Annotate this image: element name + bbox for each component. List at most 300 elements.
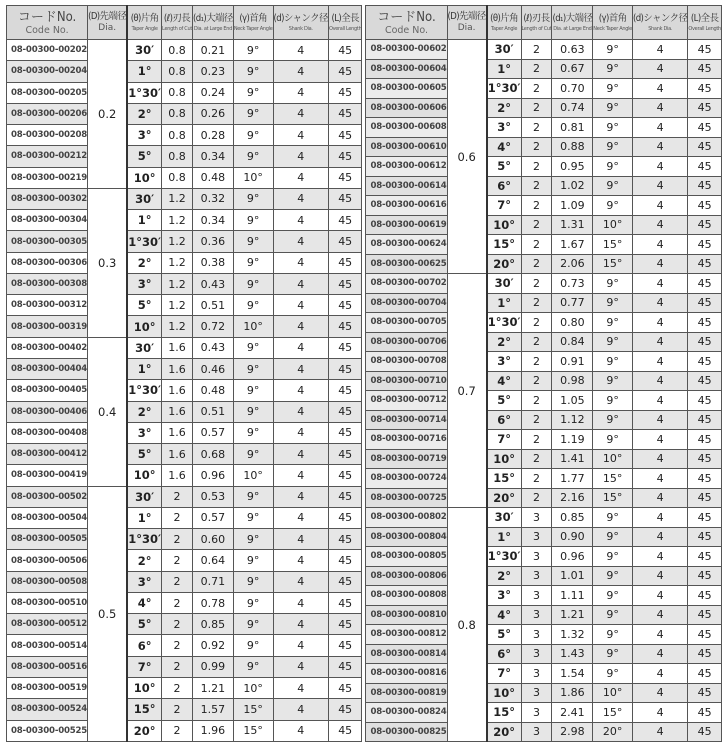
taper-angle-cell: 7°: [487, 430, 521, 450]
header-dia: [447, 6, 487, 40]
neck-taper-angle-cell: 15°: [233, 720, 273, 742]
table-row: [7, 529, 362, 550]
code-cell: 08-00300-00804: [366, 527, 447, 547]
header-overall-length-jp: (L)全長: [331, 12, 359, 24]
large-end-dia-cell: 1.02: [552, 176, 593, 196]
taper-angle-cell: 15°: [487, 235, 521, 255]
code-cell: 08-00300-00604: [366, 59, 447, 79]
table-row: [366, 79, 721, 99]
taper-angle-cell: 6°: [127, 635, 161, 656]
shank-dia-cell: 4: [273, 273, 328, 294]
large-end-dia-cell: 0.34: [193, 210, 234, 231]
header-neck-taper-angle-en: Neck Taper Angle: [593, 25, 632, 32]
overall-length-cell: 45: [328, 295, 362, 316]
code-cell: 08-00300-00302: [7, 188, 88, 209]
length-of-cut-cell: 1.6: [162, 337, 193, 358]
neck-taper-angle-cell: 9°: [233, 231, 273, 252]
overall-length-cell: 45: [688, 332, 722, 352]
shank-dia-cell: 4: [632, 605, 687, 625]
taper-angle-cell: 20°: [487, 488, 521, 508]
neck-taper-angle-cell: 9°: [233, 358, 273, 379]
table-row: [7, 337, 362, 358]
taper-angle-cell: 20°: [487, 254, 521, 274]
code-cell: 08-00300-00525: [7, 720, 88, 742]
length-of-cut-cell: 0.8: [162, 61, 193, 82]
taper-angle-cell: 3°: [487, 586, 521, 606]
neck-taper-angle-cell: 10°: [593, 215, 633, 235]
neck-taper-angle-cell: 9°: [233, 210, 273, 231]
shank-dia-cell: 4: [632, 215, 687, 235]
large-end-dia-cell: 0.70: [552, 79, 593, 99]
large-end-dia-cell: 2.16: [552, 488, 593, 508]
overall-length-cell: 45: [328, 571, 362, 592]
header-shank-dia-en: Shank Dia.: [648, 25, 673, 32]
taper-angle-cell: 6°: [487, 644, 521, 664]
header-shank-dia-jp: (d)シャンク径: [273, 12, 328, 24]
overall-length-cell: 45: [328, 231, 362, 252]
length-of-cut-cell: 1.6: [162, 358, 193, 379]
shank-dia-cell: 4: [273, 337, 328, 358]
overall-length-cell: 45: [688, 586, 722, 606]
table-row: [7, 146, 362, 167]
table-row: [366, 391, 721, 411]
taper-angle-cell: 7°: [487, 664, 521, 684]
overall-length-cell: 45: [328, 422, 362, 443]
shank-dia-cell: 4: [273, 103, 328, 124]
code-cell: 08-00300-00206: [7, 103, 88, 124]
neck-taper-angle-cell: 20°: [593, 722, 633, 742]
neck-taper-angle-cell: 15°: [593, 488, 633, 508]
shank-dia-cell: 4: [273, 529, 328, 550]
dia-cell: 0.3: [88, 188, 128, 337]
large-end-dia-cell: 0.53: [193, 486, 234, 507]
taper-angle-cell: 10°: [127, 316, 161, 337]
header-code-en: Code No.: [384, 24, 429, 36]
length-of-cut-cell: 2: [521, 274, 552, 294]
large-end-dia-cell: 0.73: [552, 274, 593, 294]
dia-cell: 0.8: [447, 508, 487, 742]
neck-taper-angle-cell: 9°: [233, 40, 273, 61]
length-of-cut-cell: 3: [521, 625, 552, 645]
shank-dia-cell: 4: [632, 40, 687, 60]
taper-angle-cell: 4°: [127, 592, 161, 613]
table-row: [366, 254, 721, 274]
length-of-cut-cell: 2: [162, 635, 193, 656]
length-of-cut-cell: 3: [521, 586, 552, 606]
header-large-end-dia: [552, 6, 593, 40]
shank-dia-cell: 4: [632, 644, 687, 664]
length-of-cut-cell: 2: [162, 550, 193, 571]
code-cell: 08-00300-00506: [7, 550, 88, 571]
header-row: [7, 6, 362, 40]
shank-dia-cell: 4: [273, 380, 328, 401]
neck-taper-angle-cell: 9°: [593, 664, 633, 684]
length-of-cut-cell: 2: [162, 571, 193, 592]
table-row: [7, 188, 362, 209]
overall-length-cell: 45: [688, 508, 722, 528]
taper-angle-cell: 15°: [487, 469, 521, 489]
header-dia-jp: (D)先端径: [88, 11, 127, 22]
length-of-cut-cell: 1.2: [162, 252, 193, 273]
code-cell: 08-00300-00612: [366, 157, 447, 177]
shank-dia-cell: 4: [273, 358, 328, 379]
neck-taper-angle-cell: 9°: [233, 82, 273, 103]
table-row: [366, 644, 721, 664]
taper-angle-cell: 5°: [487, 391, 521, 411]
shank-dia-cell: 4: [632, 547, 687, 567]
table-row: [366, 722, 721, 742]
overall-length-cell: 45: [328, 316, 362, 337]
taper-angle-cell: 7°: [127, 656, 161, 677]
code-cell: 08-00300-00802: [366, 508, 447, 528]
length-of-cut-cell: 2: [521, 293, 552, 313]
header-shank-dia-jp: (d)シャンク径: [632, 12, 688, 24]
neck-taper-angle-cell: 15°: [593, 703, 633, 723]
length-of-cut-cell: 2: [162, 507, 193, 528]
shank-dia-cell: 4: [632, 137, 687, 157]
table-row: [7, 252, 362, 273]
table-row: [366, 235, 721, 255]
table-row: [366, 196, 721, 216]
overall-length-cell: 45: [688, 137, 722, 157]
overall-length-cell: 45: [328, 614, 362, 635]
code-cell: 08-00300-00212: [7, 146, 88, 167]
dia-cell: 0.6: [447, 40, 487, 274]
table-row: [7, 614, 362, 635]
overall-length-cell: 45: [328, 167, 362, 188]
length-of-cut-cell: 1.2: [162, 210, 193, 231]
shank-dia-cell: 4: [632, 176, 687, 196]
neck-taper-angle-cell: 9°: [593, 274, 633, 294]
shank-dia-cell: 4: [273, 656, 328, 677]
large-end-dia-cell: 0.68: [193, 444, 234, 465]
neck-taper-angle-cell: 9°: [233, 380, 273, 401]
large-end-dia-cell: 1.86: [552, 683, 593, 703]
code-cell: 08-00300-00202: [7, 40, 88, 61]
code-cell: 08-00300-00725: [366, 488, 447, 508]
overall-length-cell: 45: [688, 274, 722, 294]
length-of-cut-cell: 3: [521, 722, 552, 742]
shank-dia-cell: 4: [632, 293, 687, 313]
neck-taper-angle-cell: 9°: [593, 605, 633, 625]
header-taper-angle: [487, 6, 521, 40]
large-end-dia-cell: 0.96: [552, 547, 593, 567]
length-of-cut-cell: 2: [521, 371, 552, 391]
code-cell: 08-00300-00710: [366, 371, 447, 391]
shank-dia-cell: 4: [632, 664, 687, 684]
length-of-cut-cell: 2: [521, 469, 552, 489]
large-end-dia-cell: 1.05: [552, 391, 593, 411]
large-end-dia-cell: 1.19: [552, 430, 593, 450]
table-row: [7, 295, 362, 316]
code-cell: 08-00300-00702: [366, 274, 447, 294]
taper-angle-cell: 10°: [487, 215, 521, 235]
table-row: [366, 605, 721, 625]
shank-dia-cell: 4: [273, 231, 328, 252]
neck-taper-angle-cell: 9°: [593, 527, 633, 547]
length-of-cut-cell: 2: [521, 391, 552, 411]
shank-dia-cell: 4: [273, 61, 328, 82]
code-cell: 08-00300-00816: [366, 664, 447, 684]
taper-angle-cell: 20°: [487, 722, 521, 742]
large-end-dia-cell: 0.98: [552, 371, 593, 391]
taper-angle-cell: 10°: [127, 167, 161, 188]
large-end-dia-cell: 1.09: [552, 196, 593, 216]
table-row: [7, 316, 362, 337]
neck-taper-angle-cell: 9°: [593, 293, 633, 313]
table-row: [7, 444, 362, 465]
taper-angle-cell: 30′: [127, 486, 161, 507]
shank-dia-cell: 4: [632, 449, 687, 469]
header-taper-angle-jp: (θ)片角: [130, 12, 159, 24]
overall-length-cell: 45: [688, 527, 722, 547]
table-row: [7, 167, 362, 188]
taper-angle-cell: 30′: [487, 40, 521, 60]
table-row: [7, 635, 362, 656]
taper-angle-cell: 5°: [127, 614, 161, 635]
large-end-dia-cell: 0.48: [193, 167, 234, 188]
header-row: [366, 6, 721, 40]
table-row: [366, 449, 721, 469]
neck-taper-angle-cell: 9°: [593, 98, 633, 118]
length-of-cut-cell: 2: [521, 313, 552, 333]
code-cell: 08-00300-00812: [366, 625, 447, 645]
taper-angle-cell: 5°: [127, 146, 161, 167]
taper-angle-cell: 10°: [487, 449, 521, 469]
length-of-cut-cell: 2: [521, 449, 552, 469]
length-of-cut-cell: 1.2: [162, 273, 193, 294]
header-neck-taper-angle-en: Neck Taper Angle: [233, 25, 273, 32]
large-end-dia-cell: 0.51: [193, 401, 234, 422]
neck-taper-angle-cell: 9°: [593, 196, 633, 216]
large-end-dia-cell: 1.54: [552, 664, 593, 684]
neck-taper-angle-cell: 15°: [233, 699, 273, 720]
shank-dia-cell: 4: [273, 571, 328, 592]
header-dia: [88, 6, 128, 40]
large-end-dia-cell: 0.88: [552, 137, 593, 157]
large-end-dia-cell: 1.21: [552, 605, 593, 625]
shank-dia-cell: 4: [632, 254, 687, 274]
shank-dia-cell: 4: [632, 625, 687, 645]
taper-angle-cell: 15°: [127, 699, 161, 720]
large-end-dia-cell: 0.57: [193, 507, 234, 528]
length-of-cut-cell: 2: [521, 40, 552, 60]
header-dia-en: Dia.: [457, 23, 476, 33]
code-cell: 08-00300-00402: [7, 337, 88, 358]
shank-dia-cell: 4: [273, 699, 328, 720]
code-cell: 08-00300-00705: [366, 313, 447, 333]
overall-length-cell: 45: [328, 720, 362, 742]
neck-taper-angle-cell: 9°: [233, 252, 273, 273]
length-of-cut-cell: 3: [521, 683, 552, 703]
length-of-cut-cell: 3: [521, 605, 552, 625]
shank-dia-cell: 4: [273, 401, 328, 422]
table-row: [7, 677, 362, 698]
overall-length-cell: 45: [688, 40, 722, 60]
header-taper-angle: [127, 6, 161, 40]
table-row: [7, 273, 362, 294]
table-body-right: [366, 40, 721, 742]
neck-taper-angle-cell: 9°: [233, 571, 273, 592]
taper-angle-cell: 10°: [127, 677, 161, 698]
length-of-cut-cell: 3: [521, 508, 552, 528]
neck-taper-angle-cell: 9°: [593, 118, 633, 138]
neck-taper-angle-cell: 9°: [233, 61, 273, 82]
large-end-dia-cell: 1.21: [193, 677, 234, 698]
shank-dia-cell: 4: [632, 332, 687, 352]
overall-length-cell: 45: [688, 449, 722, 469]
header-shank-dia: [632, 6, 687, 40]
large-end-dia-cell: 2.41: [552, 703, 593, 723]
shank-dia-cell: 4: [632, 410, 687, 430]
header-neck-taper-angle: [593, 6, 633, 40]
length-of-cut-cell: 2: [521, 430, 552, 450]
code-cell: 08-00300-00319: [7, 316, 88, 337]
table-row: [366, 508, 721, 528]
header-taper-angle-en: Taper Angle: [491, 25, 518, 32]
header-large-end-dia: [193, 6, 234, 40]
code-cell: 08-00300-00616: [366, 196, 447, 216]
header-large-end-dia-jp: (d₁)大端径: [552, 12, 593, 24]
taper-angle-cell: 4°: [487, 371, 521, 391]
neck-taper-angle-cell: 9°: [233, 188, 273, 209]
table-row: [366, 98, 721, 118]
table-row: [7, 720, 362, 742]
shank-dia-cell: 4: [273, 465, 328, 486]
taper-angle-cell: 30′: [127, 337, 161, 358]
shank-dia-cell: 4: [273, 146, 328, 167]
taper-angle-cell: 1°: [487, 293, 521, 313]
neck-taper-angle-cell: 9°: [593, 430, 633, 450]
neck-taper-angle-cell: 9°: [233, 401, 273, 422]
code-cell: 08-00300-00712: [366, 391, 447, 411]
large-end-dia-cell: 0.26: [193, 103, 234, 124]
neck-taper-angle-cell: 9°: [233, 295, 273, 316]
taper-angle-cell: 2°: [127, 252, 161, 273]
taper-angle-cell: 2°: [127, 550, 161, 571]
overall-length-cell: 45: [328, 125, 362, 146]
taper-angle-cell: 2°: [487, 332, 521, 352]
large-end-dia-cell: 0.72: [193, 316, 234, 337]
code-cell: 08-00300-00602: [366, 40, 447, 60]
length-of-cut-cell: 3: [521, 664, 552, 684]
overall-length-cell: 45: [328, 210, 362, 231]
shank-dia-cell: 4: [273, 592, 328, 613]
overall-length-cell: 45: [688, 391, 722, 411]
code-cell: 08-00300-00624: [366, 235, 447, 255]
shank-dia-cell: 4: [632, 566, 687, 586]
taper-angle-cell: 6°: [487, 410, 521, 430]
shank-dia-cell: 4: [632, 313, 687, 333]
shank-dia-cell: 4: [273, 550, 328, 571]
spec-table-right: [365, 5, 721, 742]
large-end-dia-cell: 1.77: [552, 469, 593, 489]
overall-length-cell: 45: [328, 507, 362, 528]
overall-length-cell: 45: [328, 273, 362, 294]
length-of-cut-cell: 2: [162, 592, 193, 613]
shank-dia-cell: 4: [632, 391, 687, 411]
taper-angle-cell: 2°: [127, 103, 161, 124]
code-cell: 08-00300-00208: [7, 125, 88, 146]
overall-length-cell: 45: [328, 252, 362, 273]
neck-taper-angle-cell: 9°: [233, 656, 273, 677]
length-of-cut-cell: 2: [521, 254, 552, 274]
taper-angle-cell: 3°: [487, 118, 521, 138]
large-end-dia-cell: 1.32: [552, 625, 593, 645]
length-of-cut-cell: 3: [521, 566, 552, 586]
length-of-cut-cell: 2: [162, 677, 193, 698]
large-end-dia-cell: 1.67: [552, 235, 593, 255]
code-cell: 08-00300-00714: [366, 410, 447, 430]
large-end-dia-cell: 0.81: [552, 118, 593, 138]
table-row: [7, 210, 362, 231]
length-of-cut-cell: 2: [162, 486, 193, 507]
shank-dia-cell: 4: [273, 295, 328, 316]
length-of-cut-cell: 1.2: [162, 188, 193, 209]
neck-taper-angle-cell: 9°: [593, 137, 633, 157]
overall-length-cell: 45: [688, 683, 722, 703]
table-row: [7, 422, 362, 443]
code-cell: 08-00300-00706: [366, 332, 447, 352]
length-of-cut-cell: 2: [521, 157, 552, 177]
taper-angle-cell: 7°: [487, 196, 521, 216]
large-end-dia-cell: 0.48: [193, 380, 234, 401]
neck-taper-angle-cell: 9°: [593, 40, 633, 60]
neck-taper-angle-cell: 9°: [233, 550, 273, 571]
large-end-dia-cell: 0.51: [193, 295, 234, 316]
shank-dia-cell: 4: [632, 371, 687, 391]
neck-taper-angle-cell: 9°: [593, 176, 633, 196]
length-of-cut-cell: 0.8: [162, 40, 193, 61]
header-neck-taper-angle: [233, 6, 273, 40]
dia-cell: 0.7: [447, 274, 487, 508]
code-cell: 08-00300-00505: [7, 529, 88, 550]
overall-length-cell: 45: [688, 196, 722, 216]
table-row: [366, 625, 721, 645]
code-cell: 08-00300-00306: [7, 252, 88, 273]
table-row: [366, 59, 721, 79]
taper-angle-cell: 30′: [487, 274, 521, 294]
taper-angle-cell: 1°30′: [127, 529, 161, 550]
table-row: [7, 592, 362, 613]
dia-cell: 0.4: [88, 337, 128, 486]
table-row: [7, 656, 362, 677]
taper-angle-cell: 20°: [127, 720, 161, 742]
large-end-dia-cell: 0.91: [552, 352, 593, 372]
neck-taper-angle-cell: 10°: [593, 449, 633, 469]
shank-dia-cell: 4: [632, 98, 687, 118]
header-length-of-cut-jp: (ℓ)刃長: [523, 12, 550, 24]
large-end-dia-cell: 1.43: [552, 644, 593, 664]
header-shank-dia-en: Shank Dia.: [288, 25, 313, 32]
code-cell: 08-00300-00810: [366, 605, 447, 625]
length-of-cut-cell: 1.2: [162, 231, 193, 252]
code-cell: 08-00300-00312: [7, 295, 88, 316]
taper-angle-cell: 1°: [127, 210, 161, 231]
length-of-cut-cell: 2: [162, 656, 193, 677]
large-end-dia-cell: 1.57: [193, 699, 234, 720]
large-end-dia-cell: 1.12: [552, 410, 593, 430]
shank-dia-cell: 4: [273, 40, 328, 61]
large-end-dia-cell: 0.57: [193, 422, 234, 443]
table-row: [366, 430, 721, 450]
overall-length-cell: 45: [328, 550, 362, 571]
length-of-cut-cell: 2: [521, 410, 552, 430]
length-of-cut-cell: 2: [521, 137, 552, 157]
neck-taper-angle-cell: 10°: [233, 677, 273, 698]
neck-taper-angle-cell: 10°: [593, 683, 633, 703]
table-row: [7, 358, 362, 379]
